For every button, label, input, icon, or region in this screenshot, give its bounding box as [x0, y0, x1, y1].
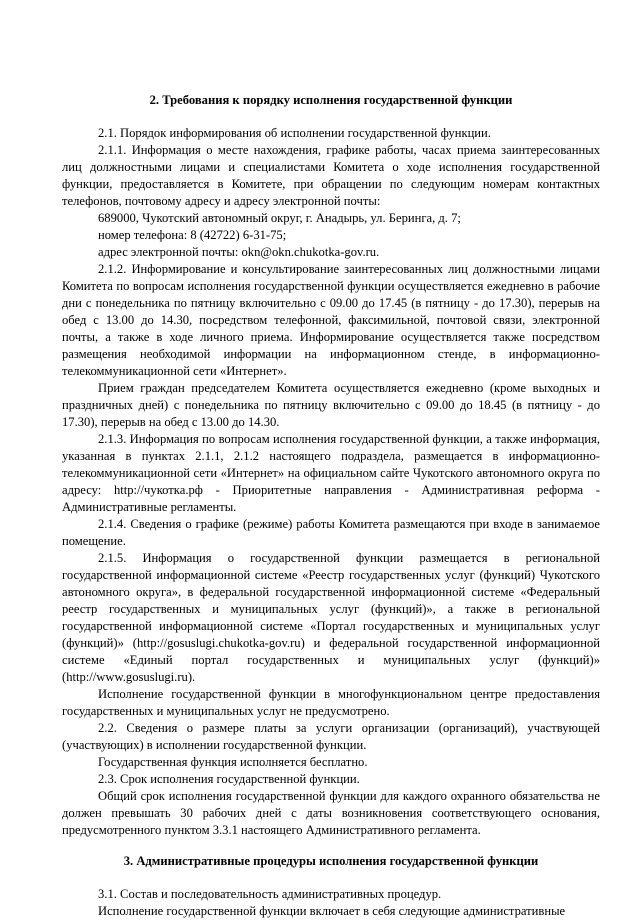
paragraph-2-1-1: 2.1.1. Информация о месте нахождения, графике работы, часах приема заинтересованных лиц должностными лицами и специалистами Комитета о ходе исполнения государственной функции, предоставляется в Комитете, при обращении по следующим номерам контактных телефонов, почтовому адресу и адресу электронной почты:: [62, 143, 600, 208]
paragraph-2-2: 2.2. Сведения о размере платы за услуги организации (организаций), участвующей (участвующих) в исполнении государственной функции.: [62, 721, 600, 752]
section-3-heading: 3. Административные процедуры исполнения государственной функции: [123, 854, 539, 868]
postal-address: 689000, Чукотский автономный округ, г. Анадырь, ул. Беринга, д. 7;: [98, 211, 461, 225]
paragraph-2-1-5: 2.1.5. Информация о государственной функции размещается в региональной государственной информационной системе «Реестр государственных услуг (функций) Чукотского автономного округа», в федеральной государственной информационной системе «Федеральный реестр государственных и муниципальных услуг (функций)», а также в региональной государственной информационной системе «Портал государственных и муниципальных услуг (функций)» (http://gosuslugi.chukotka-gov.ru) и федеральной государственной информационной системе «Единый портал государственных и муниципальных услуг (функций)» (http://www.gosuslugi.ru).: [62, 551, 600, 684]
section-2-heading: 2. Требования к порядку исполнения государственной функции: [149, 93, 513, 107]
paragraph-2-1-3: 2.1.3. Информация по вопросам исполнения государственной функции, а также информация, указанная в пунктах 2.1.1, 2.1.2 настоящего подраздела, размещается в информационно-телекоммуникационной сети «Интернет» на официальном сайте Чукотского автономного округа по адресу: http://чукотка.рф - Приоритетные направления - Административная реформа - Административные регламенты.: [62, 432, 600, 514]
paragraph-reception: Прием граждан председателем Комитета осуществляется ежедневно (кроме выходных и праздничных дней) с понедельника по пятницу включительно с 09.00 до 18.45 (в пятницу - до 17.30), перерыв на обед с 13.00 до 14.30.: [62, 381, 600, 429]
paragraph-procedures: Исполнение государственной функции включает в себя следующие административные: [98, 904, 566, 918]
email-address: адрес электронной почты: okn@okn.chukotka-gov.ru.: [98, 245, 380, 259]
paragraph-free: Государственная функция исполняется бесплатно.: [98, 755, 368, 769]
paragraph-2-1: 2.1. Порядок информирования об исполнении государственной функции.: [98, 126, 491, 140]
phone-number: номер телефона: 8 (42722) 6-31-75;: [98, 228, 287, 242]
paragraph-mfc: Исполнение государственной функции в многофункциональном центре предоставления государственных и муниципальных услуг не предусмотрено.: [62, 687, 600, 718]
paragraph-2-1-4: 2.1.4. Сведения о графике (режиме) работы Комитета размещаются при входе в занимаемое помещение.: [62, 517, 600, 548]
paragraph-term: Общий срок исполнения государственной функции для каждого охранного обязательства не должен превышать 30 рабочих дней с даты возникновения соответствующего основания, предусмотренного пунктом 3.3.1 настоящего Административного регламента.: [62, 789, 600, 837]
paragraph-2-1-2: 2.1.2. Информирование и консультирование заинтересованных лиц должностными лицами Комитета по вопросам исполнения государственной функции осуществляется ежедневно в рабочие дни с понедельника по пятницу включительно с 09.00 до 17.45 (в пятницу - до 17.30), перерыв на обед с 13.00 до 14.30, посредством телефонной, факсимильной, почтовой связи, электронной почты, а также в ходе личного приема. Информирование осуществляется также посредством размещения необходимой информации на информационном стенде, в информационно-телекоммуникационной сети «Интернет».: [62, 262, 600, 378]
paragraph-3-1: 3.1. Состав и последовательность административных процедур.: [98, 887, 442, 901]
paragraph-2-3: 2.3. Срок исполнения государственной функции.: [98, 772, 360, 786]
